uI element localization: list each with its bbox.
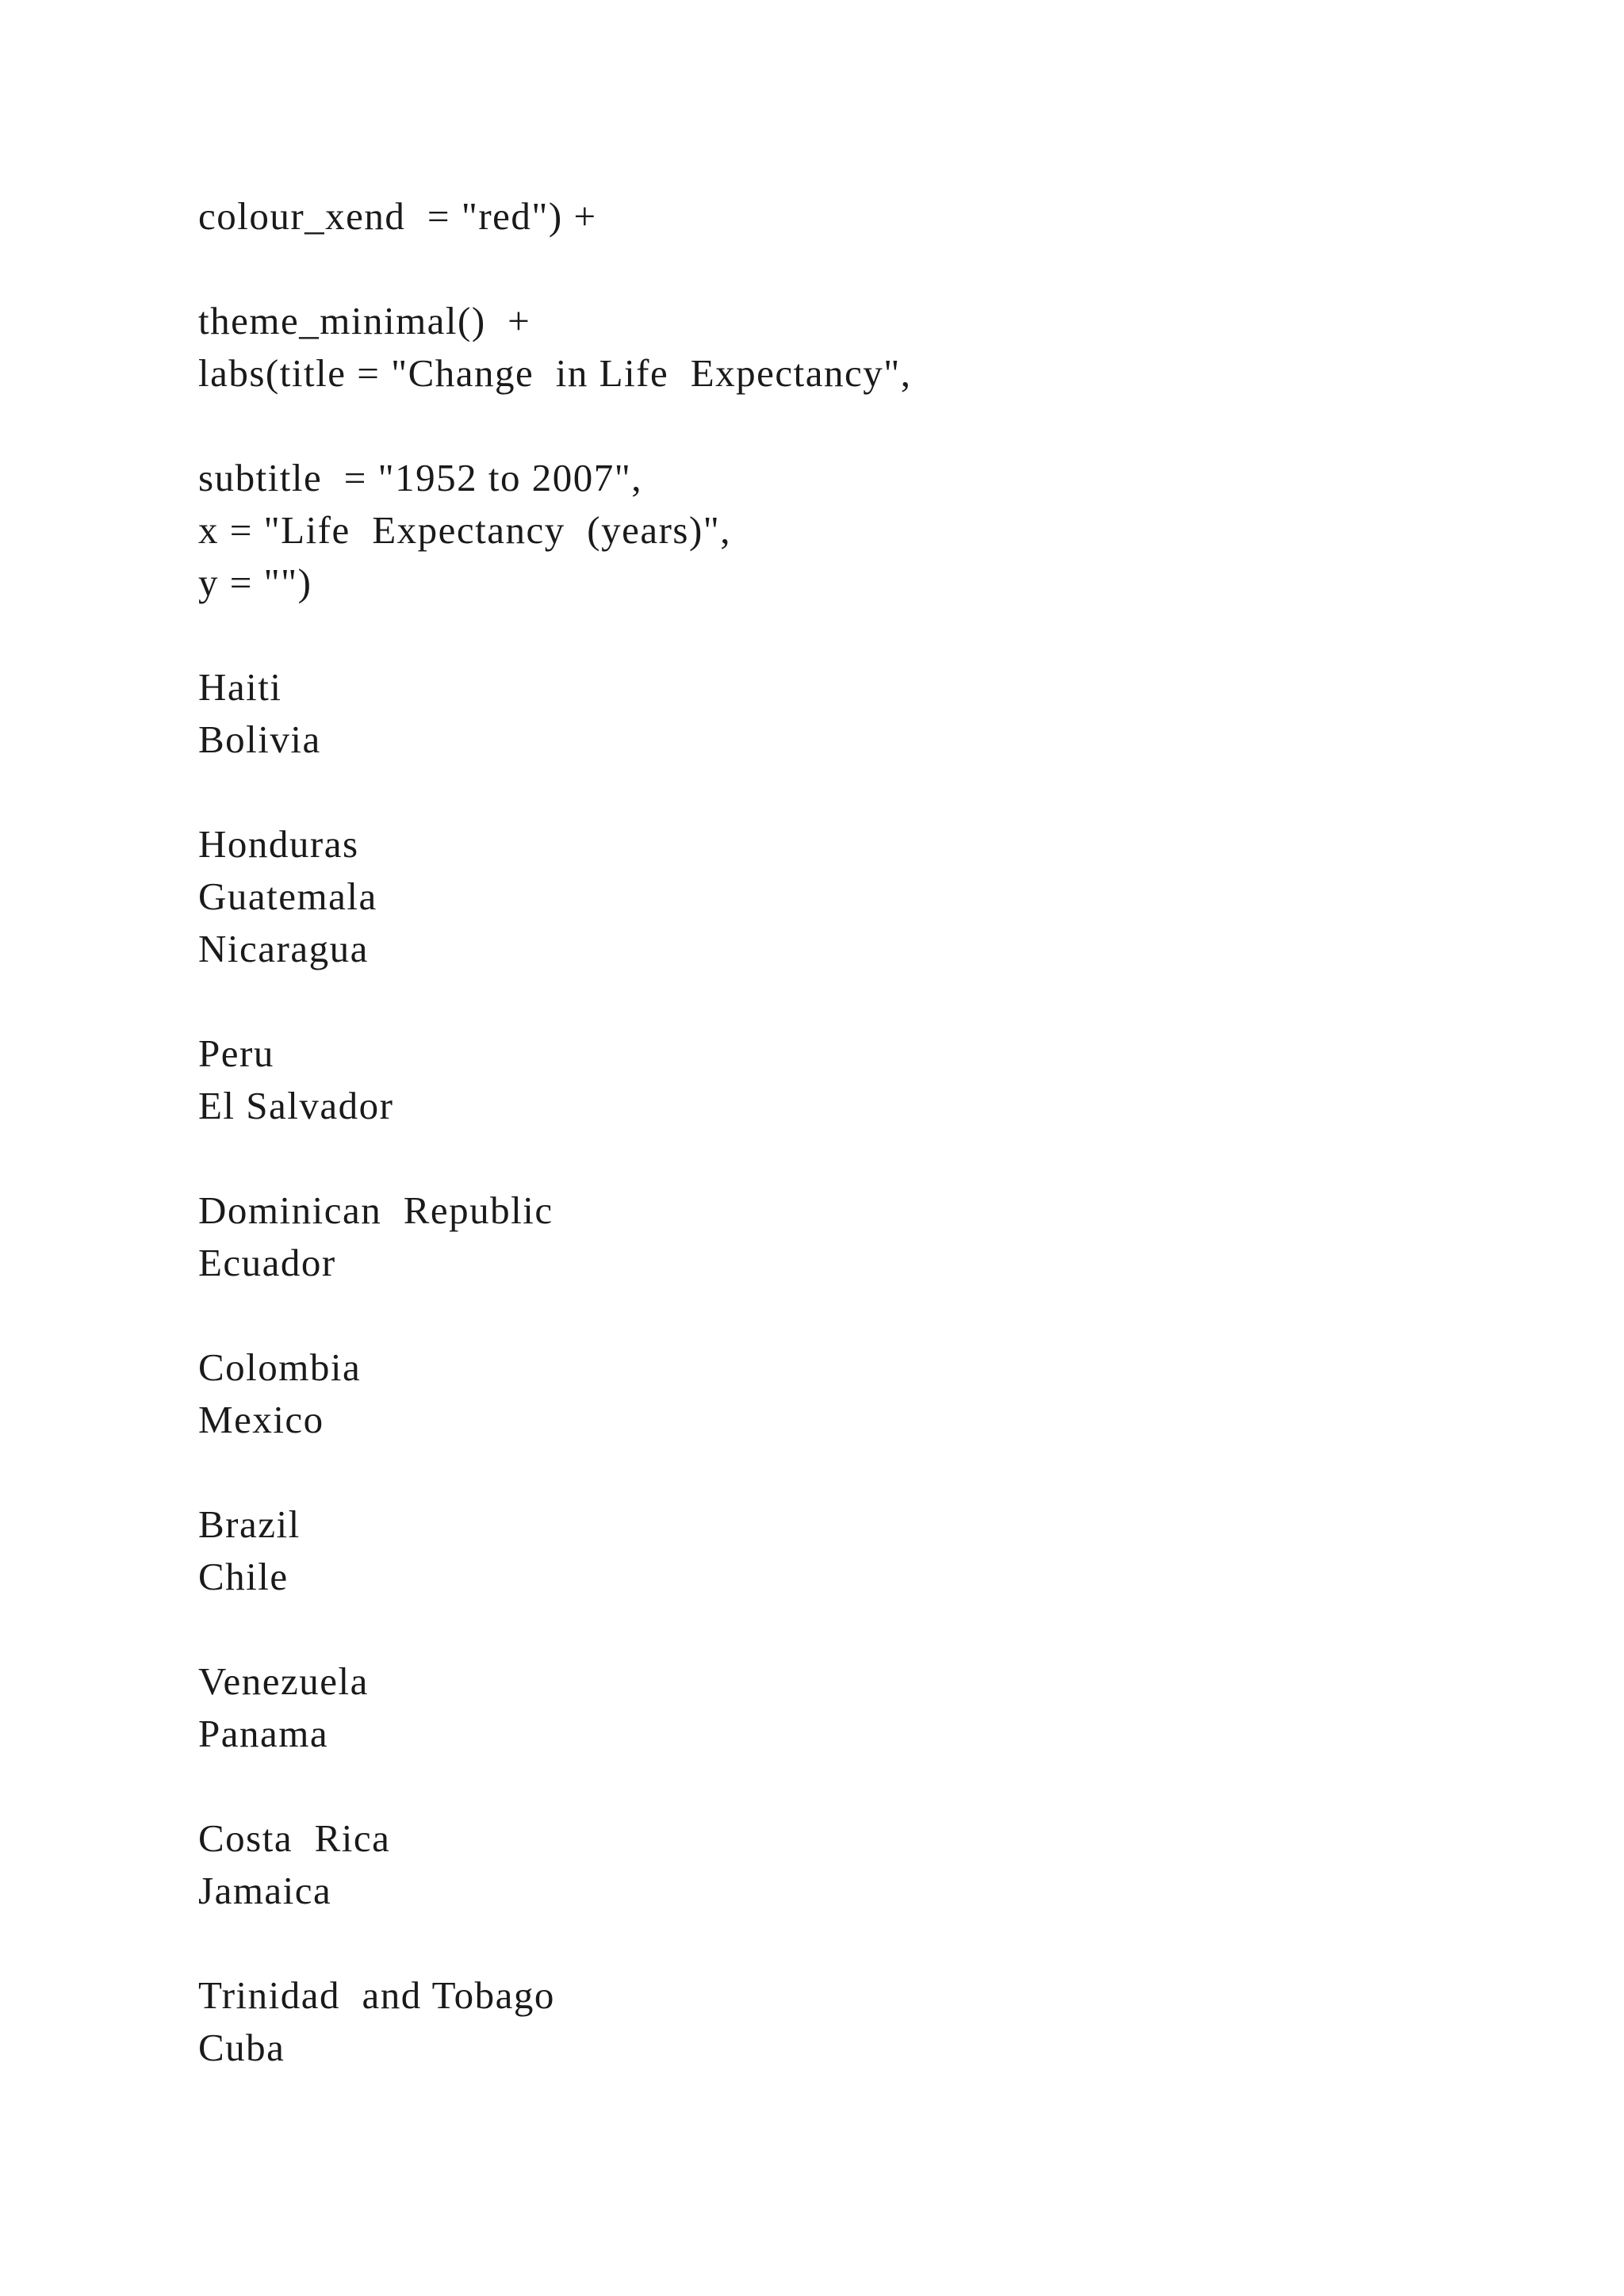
code-line: labs(title = "Change in Life Expectancy", xyxy=(198,351,912,395)
country-label: Guatemala xyxy=(198,874,377,918)
code-line: y = "") xyxy=(198,561,312,604)
code-line: subtitle = "1952 to 2007", xyxy=(198,456,643,499)
code-line: x = "Life Expectancy (years)", xyxy=(198,508,732,552)
country-label: Panama xyxy=(198,1712,329,1755)
country-label: Bolivia xyxy=(198,718,321,761)
blank-line xyxy=(198,766,1546,818)
blank-line xyxy=(198,400,1546,452)
document-body xyxy=(198,190,1546,2074)
blank-line xyxy=(198,243,1546,295)
country-label: Venezuela xyxy=(198,1659,369,1703)
country-label: Nicaragua xyxy=(198,927,369,970)
country-label: Dominican Republic xyxy=(198,1188,553,1232)
country-label: Peru xyxy=(198,1031,274,1075)
blank-line xyxy=(198,1446,1546,1498)
blank-line xyxy=(198,609,1546,661)
country-label: Jamaica xyxy=(198,1869,332,1912)
blank-line xyxy=(198,1289,1546,1341)
country-label: Mexico xyxy=(198,1398,324,1441)
country-label: Colombia xyxy=(198,1345,362,1389)
blank-line xyxy=(198,975,1546,1027)
country-label: El Salvador xyxy=(198,1084,394,1127)
code-line: colour_xend = "red") + xyxy=(198,194,597,238)
country-label: Brazil xyxy=(198,1502,301,1546)
country-label: Costa Rica xyxy=(198,1816,391,1860)
code-line: theme_minimal() + xyxy=(198,299,531,342)
country-label: Cuba xyxy=(198,2026,285,2069)
country-label: Ecuador xyxy=(198,1241,336,1284)
country-label: Haiti xyxy=(198,665,282,709)
blank-line xyxy=(198,1917,1546,1969)
country-label: Chile xyxy=(198,1555,289,1598)
country-label: Honduras xyxy=(198,822,359,866)
blank-line xyxy=(198,1760,1546,1812)
blank-line xyxy=(198,1132,1546,1184)
blank-line xyxy=(198,1603,1546,1655)
country-label: Trinidad and Tobago xyxy=(198,1973,555,2017)
